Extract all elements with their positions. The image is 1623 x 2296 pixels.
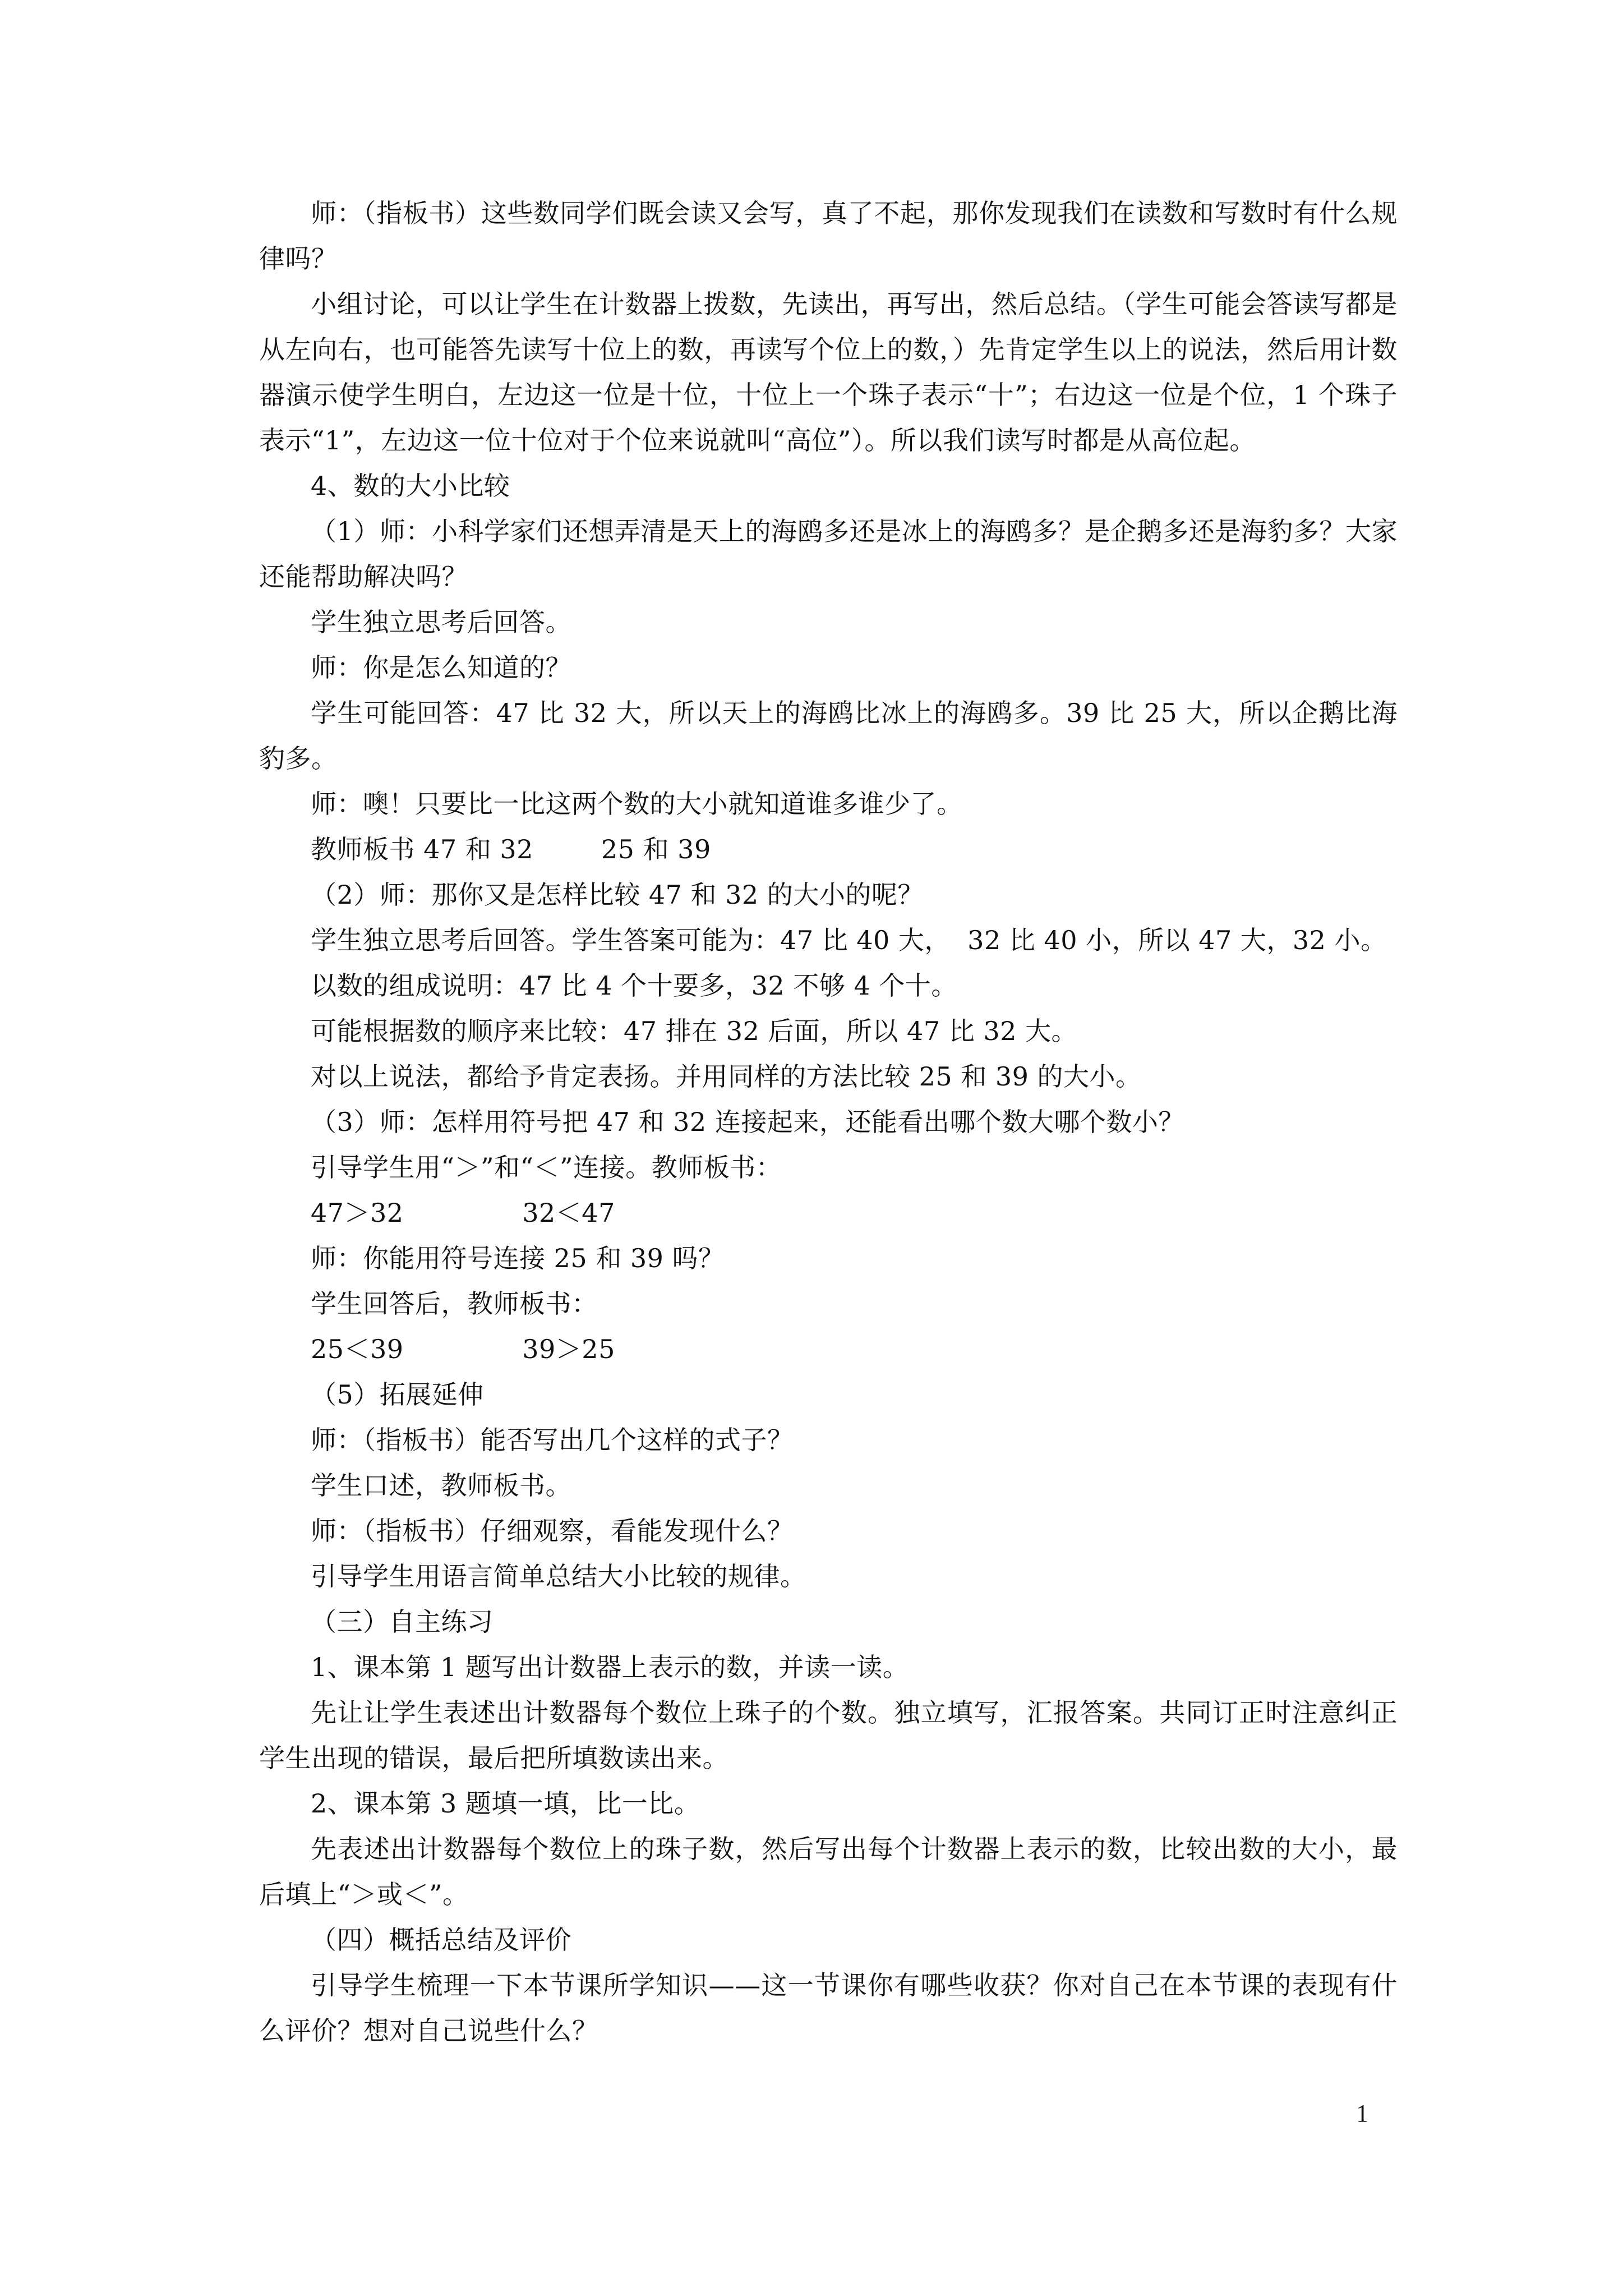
paragraph-exercise-3: 2、课本第 3 题填一填，比一比。: [311, 1788, 700, 1819]
section-heading-practice: （三）自主练习: [311, 1607, 494, 1637]
paragraph-praise: 对以上说法，都给予肯定表扬。并用同样的方法比较 25 和 39 的大小。: [311, 1061, 1142, 1092]
paragraph-composition-explanation: 以数的组成说明：47 比 4 个十要多，32 不够 4 个十。: [311, 970, 957, 1001]
paragraph-teacher-asks-how: 师：你是怎么知道的？: [311, 652, 571, 683]
paragraph-question-2: （2）师：那你又是怎样比较 47 和 32 的大小的呢？: [311, 880, 924, 910]
page-number: 1: [1356, 2100, 1368, 2127]
paragraph-board-inequality-2: 25＜39 39＞25: [311, 1334, 615, 1364]
paragraph-observe: 师：（指板书）仔细观察，看能发现什么？: [311, 1516, 794, 1546]
paragraph-symbol-guidance: 引导学生用“＞”和“＜”连接。教师板书：: [311, 1152, 782, 1182]
paragraph-extension-heading: （5）拓展延伸: [311, 1379, 484, 1410]
paragraph-board-writing-1: 教师板书 47 和 32 25 和 39: [311, 834, 711, 864]
paragraph-teacher-comment: 师：噢！只要比一比这两个数的大小就知道谁多谁少了。: [311, 789, 963, 819]
paragraph-exercise-3-details: 先表述出计数器每个数位上的珠子数，然后写出每个计数器上表示的数，比较出数的大小，最后填上“＞或＜”。: [259, 1834, 1398, 1910]
paragraph-order-comparison: 可能根据数的顺序来比较：47 排在 32 后面，所以 47 比 32 大。: [311, 1016, 1077, 1046]
document-body: [259, 191, 1398, 2054]
paragraph-board-inequality-1: 47＞32 32＜47: [311, 1198, 615, 1228]
paragraph-summarize-rule: 引导学生用语言简单总结大小比较的规律。: [311, 1561, 806, 1591]
paragraph-teacher-symbol-question: 师：你能用符号连接 25 和 39 吗？: [311, 1243, 725, 1273]
paragraph-exercise-1: 1、课本第 1 题写出计数器上表示的数，并读一读。: [311, 1652, 909, 1682]
paragraph-exercise-1-details: 先让让学生表述出计数器每个数位上珠子的个数。独立填写，汇报答案。共同订正时注意纠正学生出现的错误，最后把所填数读出来。: [259, 1697, 1398, 1773]
paragraph-write-expressions: 师：（指板书）能否写出几个这样的式子？: [311, 1425, 794, 1455]
paragraph-summary-guidance: 引导学生梳理一下本节课所学知识——这一节课你有哪些收获？你对自己在本节课的表现有什么评价？想对自己说些什么？: [259, 1970, 1398, 2046]
paragraph-reading-writing-rule: 师：（指板书）这些数同学们既会读又会写，真了不起，那你发现我们在读数和写数时有什么规律吗？: [259, 198, 1398, 274]
paragraph-student-reply: 学生回答后，教师板书：: [311, 1289, 598, 1319]
section-heading-number-comparison: 4、数的大小比较: [311, 471, 510, 501]
paragraph-question-1: （1）师：小科学家们还想弄清是天上的海鸥多还是冰上的海鸥多？是企鹅多还是海豹多？大家还能帮助解决吗？: [259, 516, 1398, 592]
paragraph-group-discussion: 小组讨论，可以让学生在计数器上拨数，先读出，再写出，然后总结。（学生可能会答读写都是从左向右，也可能答先读写十位上的数，再读写个位上的数，）先肯定学生以上的说法，然后用计数器演示使学生明白，左边这一位是十位，十位上一个珠子表示“十”；右边这一位是个位，1 个珠子表示“1”，左边这一位十位对于个位来说就叫“高位”）。所以我们读写时都是从高位起。: [259, 289, 1398, 455]
paragraph-student-thinks: 学生独立思考后回答。: [311, 607, 571, 637]
paragraph-student-oral: 学生口述，教师板书。: [311, 1470, 571, 1501]
paragraph-student-answer-2: 学生独立思考后回答。学生答案可能为：47 比 40 大， 32 比 40 小，所以 47 大，32 小。: [311, 925, 1387, 955]
paragraph-student-answer: 学生可能回答：47 比 32 大，所以天上的海鸥比冰上的海鸥多。39 比 25 大，所以企鹅比海豹多。: [259, 698, 1398, 774]
section-heading-summary: （四）概括总结及评价: [311, 1925, 571, 1955]
paragraph-question-3: （3）师：怎样用符号把 47 和 32 连接起来，还能看出哪个数大哪个数小？: [311, 1107, 1184, 1137]
